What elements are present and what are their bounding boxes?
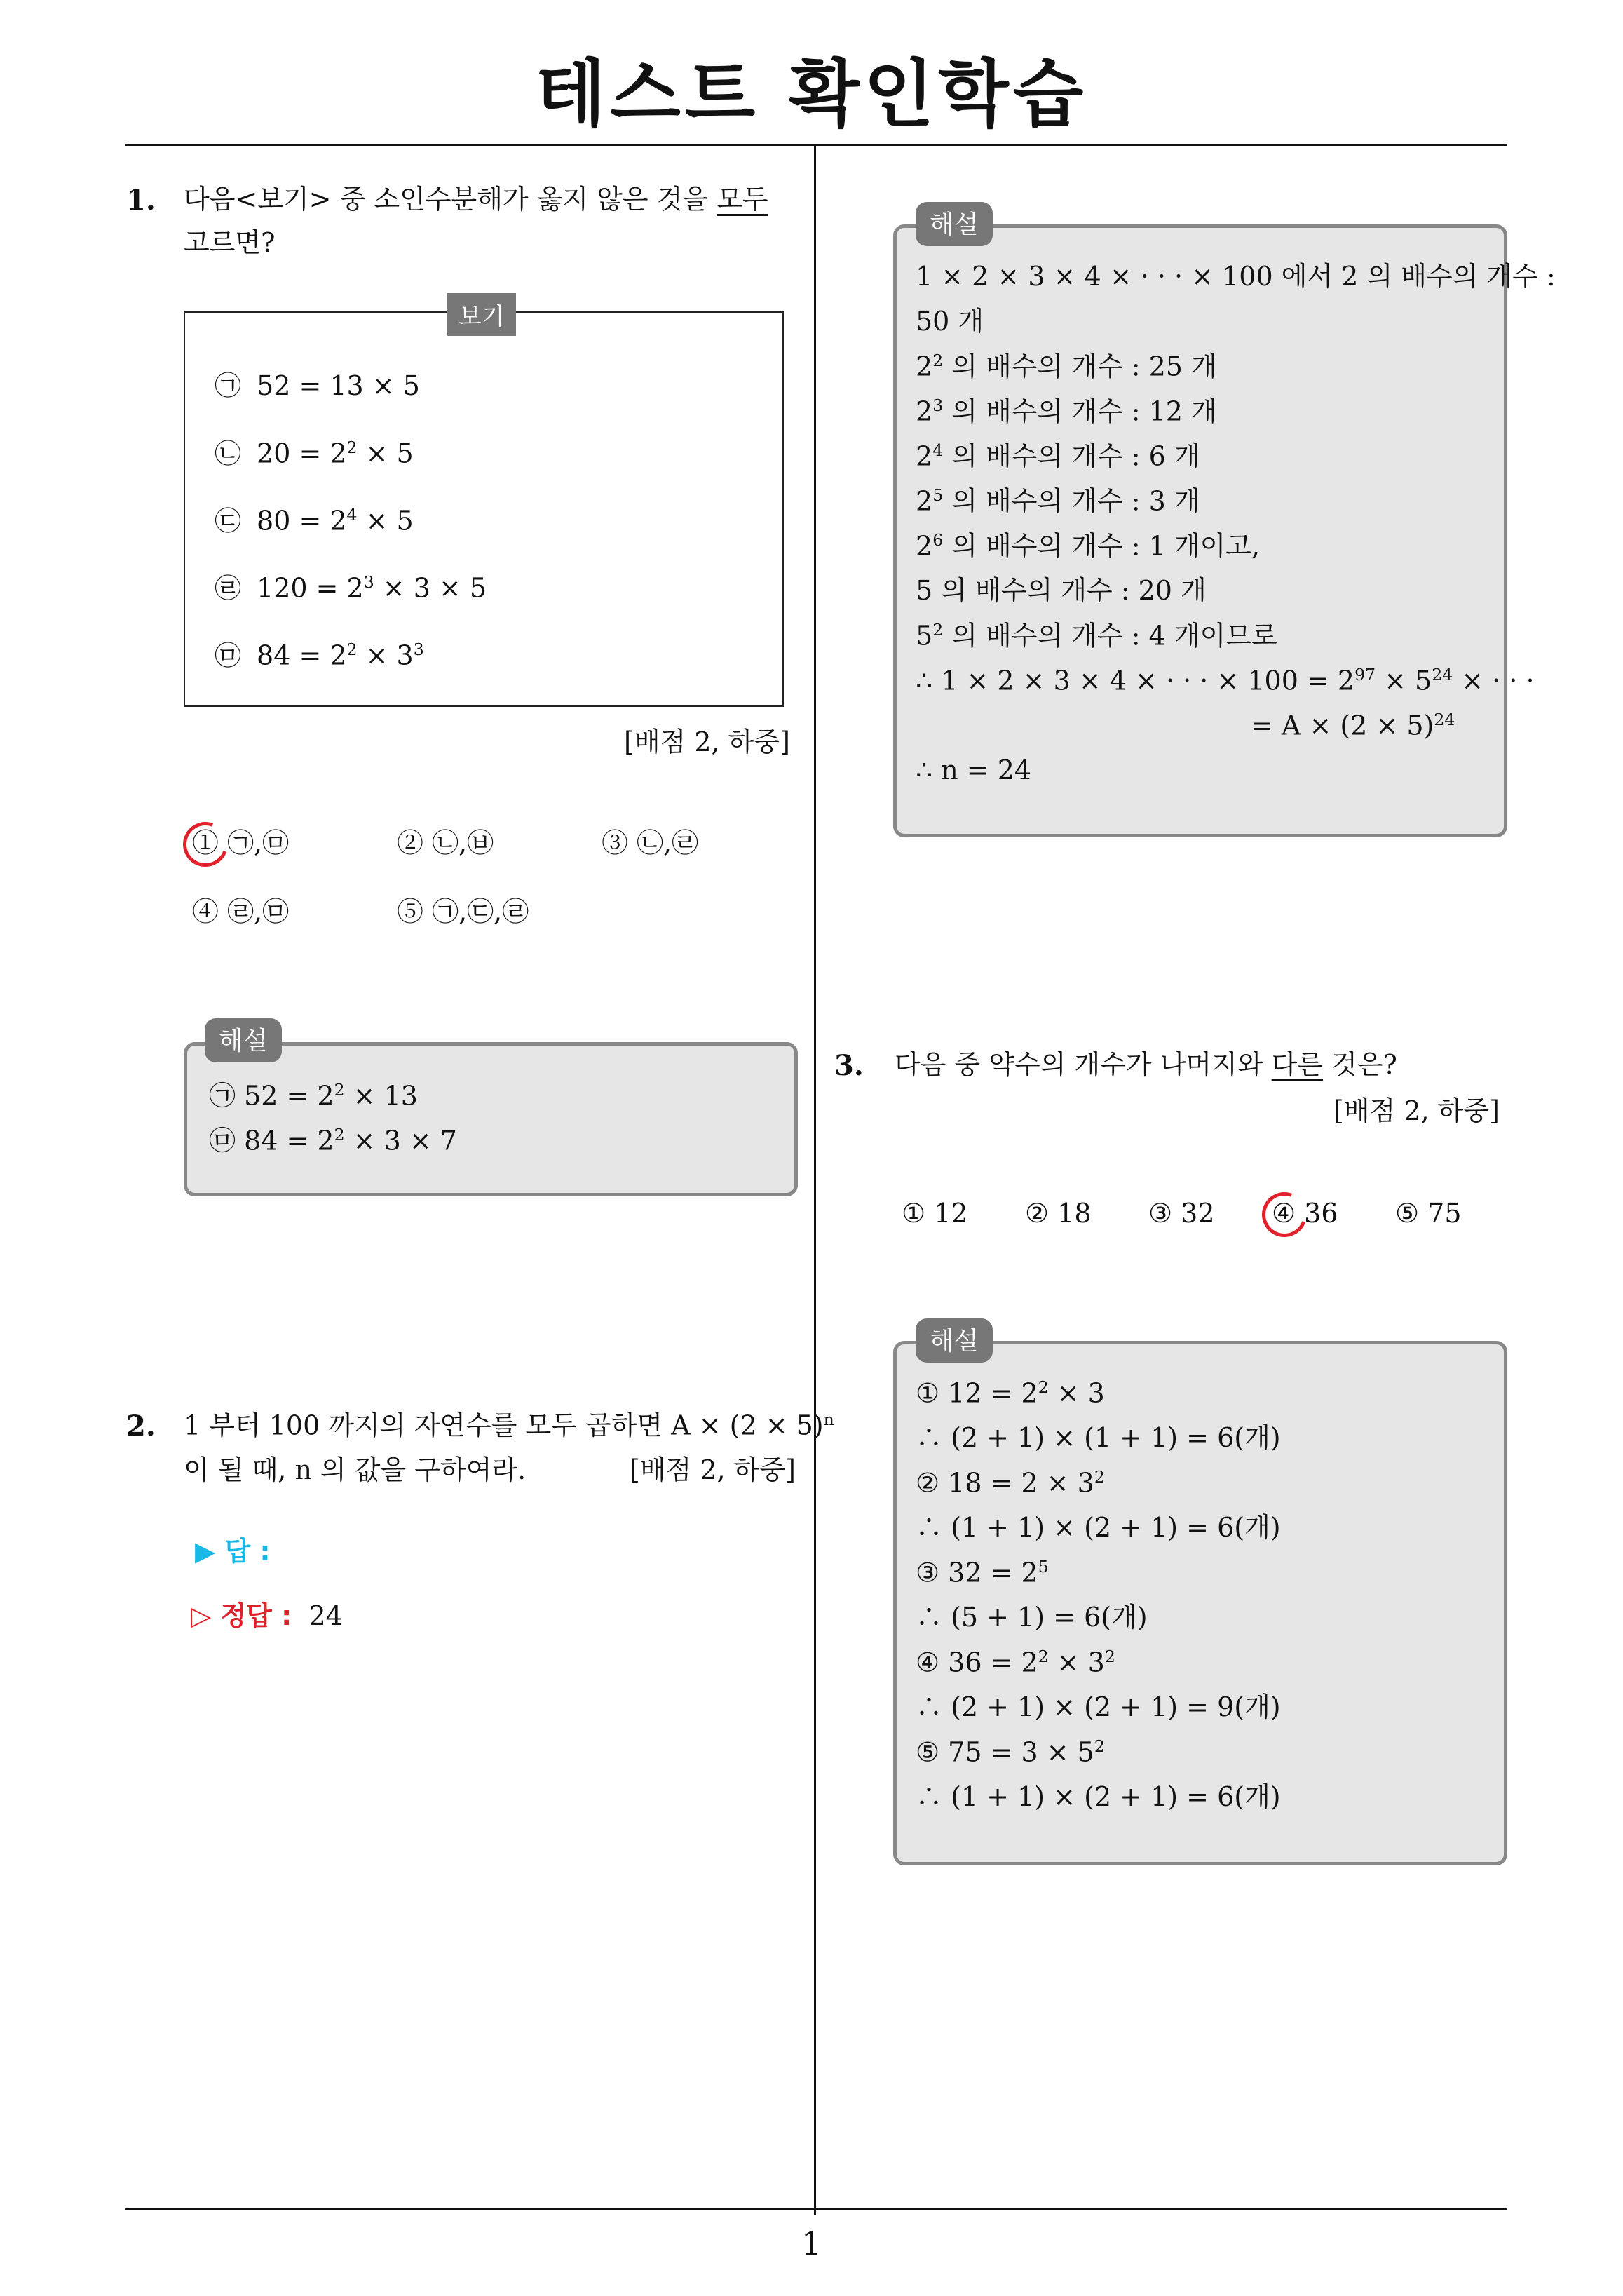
q3-solution-exp2: 2 (1104, 1647, 1115, 1666)
q2-solution-line (916, 352, 1217, 381)
page-title: 테스트 확인학습 (535, 51, 1088, 137)
q3-solution-base: ④ 36 = 2 (916, 1647, 1038, 1678)
q3-solution-line (916, 1648, 1115, 1677)
q2-solution-exp: 5 (932, 485, 944, 505)
q2-solution-line (916, 262, 1556, 292)
q1-bogi-item-line (215, 372, 420, 401)
q1-bogi-item-exp: 2 (346, 640, 358, 659)
q1-score: [배점 2, 하중] (624, 727, 790, 757)
q2-solution-line (916, 307, 984, 337)
q3-solution-base: ∴ (2 + 1) × (1 + 1) = 6(개) (916, 1422, 1281, 1453)
q3-choice-5[interactable]: ⑤ 75 (1395, 1198, 1462, 1229)
q2-solution-line (916, 576, 1207, 606)
q1-bogi-item-exp2: 3 (413, 640, 424, 659)
q1-solution-exp: 2 (334, 1125, 345, 1144)
q1-solution-base: ㉤ 84 = 2 (209, 1125, 334, 1156)
q1-bogi-item-line (215, 641, 424, 670)
q3-choice-2[interactable]: ② 18 (1025, 1198, 1092, 1229)
column-divider (814, 146, 816, 2215)
q1-bogi-item-base: 80 = 2 (257, 505, 347, 536)
q2-solution-line (916, 621, 1277, 651)
q2-solution-label: 해설 (916, 202, 993, 246)
q2-solution-base: 2 (916, 351, 933, 382)
q3-choice-4[interactable]: ④ 36 (1272, 1198, 1338, 1229)
q2-text-exp: n (823, 1410, 834, 1429)
q2-solution-base: = A × (2 × 5) (1251, 710, 1434, 741)
q3-solution-label: 해설 (916, 1318, 993, 1363)
q3-solution-exp: 5 (1038, 1557, 1049, 1576)
q1-solution-line (209, 1126, 457, 1156)
q2-correct-label: ▷ 정답 : (191, 1600, 292, 1631)
q2-solution-base: 50 개 (916, 306, 984, 337)
q3-solution-line (916, 1379, 1105, 1408)
q2-score: [배점 2, 하중] (630, 1454, 796, 1485)
q3-solution-base: ∴ (1 + 1) × (2 + 1) = 6(개) (916, 1512, 1281, 1543)
q3-solution-line (916, 1424, 1281, 1453)
q1-choice-1[interactable]: ① ㉠,㉤ (192, 828, 290, 858)
q1-text-line1 (184, 185, 768, 215)
q1-bogi-item-exp: 2 (346, 438, 358, 457)
q1-text-line2: 고르면? (184, 227, 276, 258)
footer-rule (125, 2208, 1507, 2210)
q3-solution-line (916, 1738, 1105, 1767)
q2-solution-exp: 2 (932, 620, 944, 640)
q1-bogi-item-tail: × 3 × 5 (374, 572, 487, 604)
q1-solution-line (209, 1081, 418, 1111)
q1-bogi-item-line (215, 574, 487, 603)
q1-bogi-item-base: 84 = 2 (257, 640, 347, 671)
q1-bogi-item-mark: ㉠ (215, 370, 242, 401)
q3-solution-line (916, 1693, 1281, 1722)
q3-text-underlined: 다른 (1271, 1049, 1324, 1080)
q2-solution-base: 2 (916, 485, 933, 517)
q2-solution-exp: 3 (932, 396, 944, 415)
q1-solution-base: ㉠ 52 = 2 (209, 1080, 334, 1112)
q3-choice-1[interactable]: ① 12 (902, 1198, 968, 1229)
q1-bogi-item-tail: × 5 (357, 505, 414, 536)
q3-text-prefix: 다음 중 약수의 개수가 나머지와 (895, 1049, 1263, 1080)
q2-solution-line (916, 442, 1200, 471)
q2-answer-label: ▶ 답 : (195, 1536, 271, 1567)
q2-solution-base: 5 (916, 620, 933, 651)
q2-solution-line (1251, 711, 1455, 741)
q3-solution-line (916, 1468, 1105, 1498)
q3-solution-tail: × 3 (1048, 1377, 1105, 1409)
header-rule (125, 144, 1507, 146)
q2-solution-tail: 의 배수의 개수 : 12 개 (943, 396, 1217, 427)
q2-solution-exp: 24 (1434, 710, 1455, 729)
q2-solution-base: 2 (916, 440, 933, 472)
q1-bogi-item-exp: 3 (363, 572, 374, 592)
q2-solution-tail2: × · · · (1453, 665, 1535, 696)
q1-choice-3[interactable]: ③ ㉡,㉣ (602, 828, 699, 858)
q2-solution-base: 2 (916, 396, 933, 427)
q2-solution-line (916, 666, 1535, 696)
q2-solution-line (916, 397, 1217, 426)
q3-solution-exp: 2 (1038, 1647, 1049, 1666)
q2-solution-tail: 의 배수의 개수 : 3 개 (943, 485, 1200, 517)
q3-solution-line (916, 1783, 1281, 1812)
q3-solution-base: ∴ (2 + 1) × (2 + 1) = 9(개) (916, 1691, 1281, 1722)
q2-solution-exp2: 24 (1432, 665, 1453, 684)
q3-solution-base: ∴ (5 + 1) = 6(개) (916, 1602, 1148, 1633)
q1-bogi-item-tail: × 5 (357, 438, 414, 469)
q3-solution-base: ∴ (1 + 1) × (2 + 1) = 6(개) (916, 1781, 1281, 1812)
q2-solution-tail: 의 배수의 개수 : 1 개이고, (943, 530, 1261, 562)
q1-solution-tail: × 3 × 7 (344, 1125, 457, 1156)
q3-solution-line (916, 1558, 1049, 1588)
q2-correct-row (191, 1602, 343, 1631)
q2-correct-value: 24 (308, 1600, 343, 1631)
q1-solution-label: 해설 (205, 1018, 282, 1062)
q3-solution-exp: 2 (1038, 1377, 1049, 1397)
q1-bogi-item-base: 120 = 2 (257, 572, 364, 604)
q1-bogi-item-mark: ㉤ (215, 640, 242, 671)
q1-bogi-item-tail: × 3 (357, 640, 414, 671)
q3-text (895, 1051, 1397, 1080)
q1-bogi-item-base: 20 = 2 (257, 438, 347, 469)
q2-solution-base: 1 × 2 × 3 × 4 × · · · × 100 에서 2 의 배수의 개수 : (916, 261, 1556, 292)
q2-solution-base: ∴ n = 24 (916, 755, 1032, 785)
q2-solution-tail: 의 배수의 개수 : 4 개이므로 (943, 620, 1277, 651)
q3-solution-line (916, 1513, 1281, 1543)
q2-solution-tail: 의 배수의 개수 : 6 개 (943, 440, 1200, 472)
q2-solution-base: ∴ 1 × 2 × 3 × 4 × · · · × 100 = 2 (916, 665, 1355, 696)
q1-bogi-item-line (215, 506, 414, 536)
q1-choice-4[interactable]: ④ ㉣,㉤ (192, 896, 290, 927)
page-number: 1 (801, 2224, 822, 2262)
q3-solution-exp: 2 (1094, 1467, 1105, 1487)
q1-bogi-item-line (215, 439, 414, 468)
q2-solution-tail: × 5 (1376, 665, 1432, 696)
q3-text-suffix: 것은? (1331, 1049, 1397, 1080)
q3-score: [배점 2, 하중] (1333, 1095, 1500, 1126)
q1-bogi-item-mark: ㉡ (215, 438, 242, 469)
q3-solution-base: ① 12 = 2 (916, 1377, 1038, 1409)
q2-solution-exp: 6 (932, 530, 944, 550)
q2-solution-line (916, 532, 1260, 561)
q3-solution-base: ② 18 = 2 × 3 (916, 1467, 1094, 1499)
q3-solution-base: ⑤ 75 = 3 × 5 (916, 1736, 1094, 1768)
q3-solution-tail: × 3 (1048, 1647, 1105, 1678)
q2-text-line1-main: 1 부터 100 까지의 자연수를 모두 곱하면 A × (2 × 5) (184, 1410, 824, 1441)
q1-bogi-item-exp: 4 (346, 505, 358, 525)
q1-number: 1. (126, 184, 156, 217)
q2-solution-base: 5 의 배수의 개수 : 20 개 (916, 575, 1207, 606)
q3-solution-base: ③ 32 = 2 (916, 1557, 1038, 1588)
q1-choice-2[interactable]: ② ㉡,㉥ (397, 828, 494, 858)
q3-solution-line (916, 1603, 1148, 1633)
q1-choice-5[interactable]: ⑤ ㉠,㉢,㉣ (397, 896, 529, 927)
q3-solution-exp: 2 (1094, 1736, 1105, 1756)
q2-text-line1 (184, 1411, 834, 1440)
q1-solution-exp: 2 (334, 1080, 345, 1100)
q1-bogi-label: 보기 (447, 293, 516, 336)
q2-text-line2: 이 될 때, n 의 값을 구하여라. (184, 1454, 527, 1485)
q2-solution-base: 2 (916, 530, 933, 562)
q2-solution-line (916, 487, 1200, 516)
q1-text-underlined: 모두 (717, 184, 768, 215)
q2-solution-exp: 4 (932, 440, 944, 460)
q1-text-prefix: 다음<보기> 중 소인수분해가 옳지 않은 것을 (184, 184, 709, 215)
q1-bogi-item-base: 52 = 13 × 5 (257, 370, 420, 401)
q1-bogi-item-mark: ㉢ (215, 505, 242, 536)
q1-solution-box (184, 1042, 798, 1196)
q1-solution-tail: × 13 (344, 1080, 418, 1112)
q2-solution-tail: 의 배수의 개수 : 25 개 (943, 351, 1217, 382)
q2-solution-exp: 97 (1354, 665, 1376, 684)
q2-solution-exp: 2 (932, 351, 944, 370)
q2-solution-line (916, 756, 1031, 785)
q3-number: 3. (834, 1049, 864, 1082)
q3-choice-3[interactable]: ③ 32 (1148, 1198, 1215, 1229)
q1-bogi-item-mark: ㉣ (215, 572, 242, 604)
q2-number: 2. (126, 1410, 156, 1443)
